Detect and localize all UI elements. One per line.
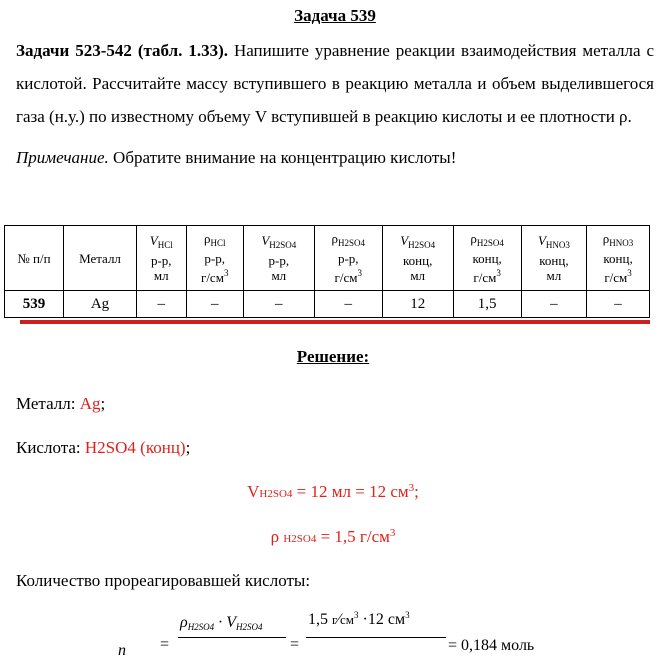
highlight-underline bbox=[20, 320, 650, 324]
document-page bbox=[16, 0, 654, 171]
formula-result: = 0,184 моль bbox=[448, 637, 535, 654]
header-v-h2so4-conc: $V_{H2SO4}$ конц, мл bbox=[382, 226, 453, 291]
cell-number: 539 bbox=[5, 291, 64, 318]
header-rho-hcl: $\rho_{HCl}$ р-р, $г/см^3$ bbox=[186, 226, 243, 291]
cell-rho-h2so4-conc: 1,5 bbox=[453, 291, 521, 318]
cell-metal: Ag bbox=[64, 291, 137, 318]
task-range-label: Задачи 523-542 (табл. 1.33). bbox=[16, 41, 229, 60]
amount-label: Количество прореагировавшей кислоты: bbox=[16, 571, 311, 590]
note-label: Примечание. bbox=[16, 148, 109, 167]
header-number: № п/п bbox=[5, 226, 64, 291]
formula-numerator-numeric: 1,5 $г⁄см^3 \cdot 12$ $см^3$ bbox=[308, 610, 410, 628]
acid-line: Кислота: H2SO4 (конц); bbox=[16, 438, 191, 457]
note bbox=[16, 145, 654, 171]
cell-rho-hno3-conc: – bbox=[587, 291, 650, 318]
header-v-h2so4-solution: $V_{H2SO4}$ р-р, мл bbox=[243, 226, 314, 291]
acid-value: H2SO4 (конц) bbox=[84, 438, 186, 457]
cell-v-h2so4-conc: 12 bbox=[382, 291, 453, 318]
metal-line: Металл: Ag; bbox=[16, 394, 106, 413]
formula-lhs: n bbox=[118, 642, 126, 659]
header-metal: Металл bbox=[64, 226, 137, 291]
parameters-table bbox=[4, 225, 650, 318]
formula-numerator-symbolic: $\rho_{H2SO4} \cdot V_{H2SO4}$ bbox=[180, 614, 263, 632]
header-rho-hno3-conc: $\rho_{HNO3}$ конц, $г/см^3$ bbox=[587, 226, 650, 291]
table-header-row bbox=[5, 226, 650, 291]
volume-given: VH2SO4 = 12 мл = 12 $см^3$; bbox=[247, 482, 419, 501]
cell-rho-hcl: – bbox=[186, 291, 243, 318]
metal-value: Ag bbox=[79, 394, 101, 413]
cell-v-hno3-conc: – bbox=[521, 291, 586, 318]
cell-v-h2so4-solution: – bbox=[243, 291, 314, 318]
table-row bbox=[5, 291, 650, 318]
header-rho-h2so4-conc: $\rho_{H2SO4}$ конц, $г/см^3$ bbox=[453, 226, 521, 291]
task-text: Напишите уравнение реакции взаимодействия металла с кислотой. Рассчитайте массу вступившего в реакцию металла и объем выделившегося газа (н.у.) по известному объему V вступившей в реакцию кислоты и ее плотности ρ. bbox=[16, 41, 654, 126]
cell-v-hcl: – bbox=[137, 291, 187, 318]
task-description bbox=[16, 34, 654, 133]
header-v-hcl: $V_{HCl}$ р-р, мл bbox=[137, 226, 187, 291]
amount-formula: n = $\rho_{H2SO4} \cdot V_{H2SO4}$ = 1,5 $г⁄см^3 \cdot 12$ $см^3$ = 0,184 моль bbox=[118, 610, 535, 659]
header-rho-h2so4-solution: $\rho_{H2SO4}$ р-р, $г/см^3$ bbox=[314, 226, 382, 291]
cell-rho-h2so4-solution: – bbox=[314, 291, 382, 318]
solution-title: Решение: bbox=[296, 347, 370, 366]
task-title: Задача 539 bbox=[294, 6, 376, 25]
header-v-hno3-conc: $V_{HNO3}$ конц, мл bbox=[521, 226, 586, 291]
density-given: ρ H2SO4 = 1,5 $г/см^3$ bbox=[270, 527, 396, 546]
note-text: Обратите внимание на концентрацию кислоты! bbox=[108, 148, 457, 167]
